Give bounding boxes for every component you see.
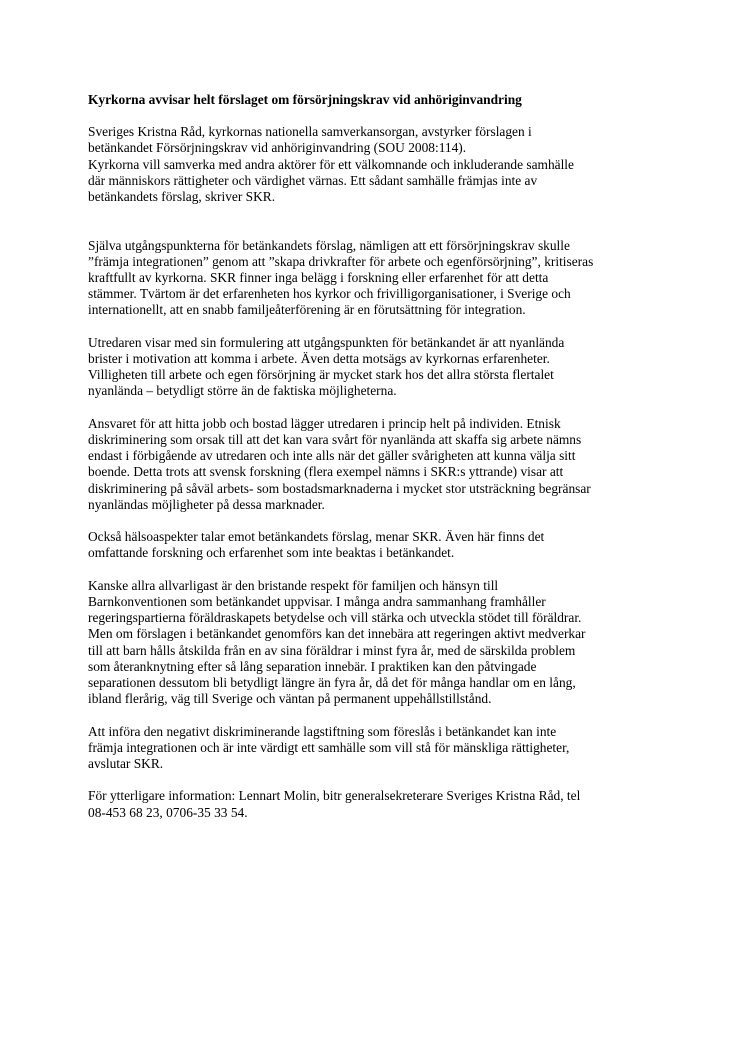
- paragraph-line: diskriminering på såväl arbets- som bostadsmarknaderna i mycket stor utsträckning begränsar: [88, 480, 591, 496]
- paragraph-line: avslutar SKR.: [88, 756, 164, 772]
- body-paragraph-4: [88, 529, 668, 561]
- paragraph-line: regeringspartierna föräldraskapets betydelse och vill stärka och utveckla stödet till föräldrar.: [88, 610, 582, 626]
- intro-line: där människors rättigheter och värdighet värnas. Ett sådant samhälle främjas inte av: [88, 172, 538, 188]
- paragraph-line: ”främja integrationen” genom att ”skapa drivkrafter för arbete och egenförsörjning”, kritiseras: [88, 253, 594, 269]
- paragraph-line: internationellt, att en snabb familjeåterförening är en förutsättning för integration.: [88, 302, 526, 318]
- paragraph-gap: [88, 562, 668, 578]
- paragraph-line: Utredaren visar med sin formulering att utgångspunkten för betänkandet är att nyanlända: [88, 334, 565, 350]
- document-title: Kyrkorna avvisar helt förslaget om försörjningskrav vid anhöriginvandring: [88, 92, 522, 107]
- paragraph-line: separationen dessutom bli betydligt längre än fyra år, då det för många handlar om en lång,: [88, 675, 576, 691]
- intro-line: betänkandet Försörjningskrav vid anhöriginvandring (SOU 2008:114).: [88, 140, 467, 156]
- intro-paragraph: [88, 124, 668, 205]
- paragraph-gap: [88, 205, 668, 237]
- paragraph-line: kraftfullt av kyrkorna. SKR finner inga belägg i forskning eller erfarenhet för att detta: [88, 270, 549, 286]
- paragraph-line: Men om förslagen i betänkandet genomförs kan det innebära att regeringen aktivt medverkar: [88, 626, 586, 642]
- paragraph-gap: [88, 513, 668, 529]
- paragraph-line: främja integrationen och är inte värdigt ett samhälle som vill stå för mänskliga rättigheter,: [88, 739, 570, 755]
- paragraph-line: Villigheten till arbete och egen försörjning är mycket stark hos det allra största flertalet: [88, 367, 554, 383]
- document-page: [88, 92, 668, 821]
- paragraph-line: som återanknytning efter så lång separation innebär. I praktiken kan den påtvingade: [88, 658, 537, 674]
- paragraph-gap: [88, 772, 668, 788]
- paragraph-line: till att barn hålls åtskilda från en av sina föräldrar i minst fyra år, med de särskilda problem: [88, 642, 576, 658]
- paragraph-line: diskriminering som orsak till att det kan vara svårt för nyanlända att skaffa sig arbete nämns: [88, 432, 582, 448]
- paragraph-line: omfattande forskning och erfarenhet som inte beaktas i betänkandet.: [88, 545, 455, 561]
- paragraph-line: Själva utgångspunkterna för betänkandets förslag, nämligen att ett försörjningskrav skulle: [88, 237, 570, 253]
- paragraph-line: nyanlända – betydligt större än de faktiska möjligheterna.: [88, 383, 397, 399]
- paragraph-line: Kanske allra allvarligast är den bristande respekt för familjen och hänsyn till: [88, 577, 499, 593]
- paragraph-line: stämmer. Tvärtom är det erfarenheten hos kyrkor och frivilligorganisationer, i Sverige och: [88, 286, 571, 302]
- paragraph-line: Ansvaret för att hitta jobb och bostad lägger utredaren i princip helt på individen. Etnisk: [88, 415, 561, 431]
- paragraph-line: Också hälsoaspekter talar emot betänkandets förslag, menar SKR. Även här finns det: [88, 529, 545, 545]
- paragraph-gap: [88, 707, 668, 723]
- contact-paragraph: [88, 788, 668, 820]
- paragraph-line: Att införa den negativt diskriminerande lagstiftning som föreslås i betänkandet kan inte: [88, 723, 557, 739]
- contact-line: 08-453 68 23, 0706-35 33 54.: [88, 804, 248, 820]
- intro-line: Sveriges Kristna Råd, kyrkornas nationella samverkansorgan, avstyrker förslagen i: [88, 124, 532, 140]
- body-paragraph-5: [88, 578, 668, 708]
- body-paragraph-1: [88, 238, 668, 319]
- paragraph-line: endast i förbigående av utredaren och inte alls när det gäller svårigheten att kunna välja sitt: [88, 448, 576, 464]
- body-paragraph-6: [88, 724, 668, 773]
- paragraph-line: nyanländas möjligheter på dessa marknader.: [88, 496, 325, 512]
- paragraph-line: ibland flerårig, väg till Sverige och väntan på permanent uppehållstillstånd.: [88, 691, 492, 707]
- paragraph-gap: [88, 400, 668, 416]
- intro-line: betänkandets förslag, skriver SKR.: [88, 189, 276, 205]
- intro-line: Kyrkorna vill samverka med andra aktörer för ett välkomnande och inkluderande samhälle: [88, 156, 574, 172]
- paragraph-line: boende. Detta trots att svensk forskning (flera exempel nämns i SKR:s yttrande) visar att: [88, 464, 564, 480]
- contact-line: För ytterligare information: Lennart Molin, bitr generalsekreterare Sveriges Kristna Råd, tel: [88, 788, 581, 804]
- paragraph-line: Barnkonventionen som betänkandet uppvisar. I många andra sammanhang framhåller: [88, 594, 546, 610]
- body-paragraph-2: [88, 335, 668, 400]
- paragraph-line: brister i motivation att komma i arbete. Även detta motsägs av kyrkornas erfarenheter.: [88, 351, 550, 367]
- body-paragraph-3: [88, 416, 668, 513]
- paragraph-gap: [88, 319, 668, 335]
